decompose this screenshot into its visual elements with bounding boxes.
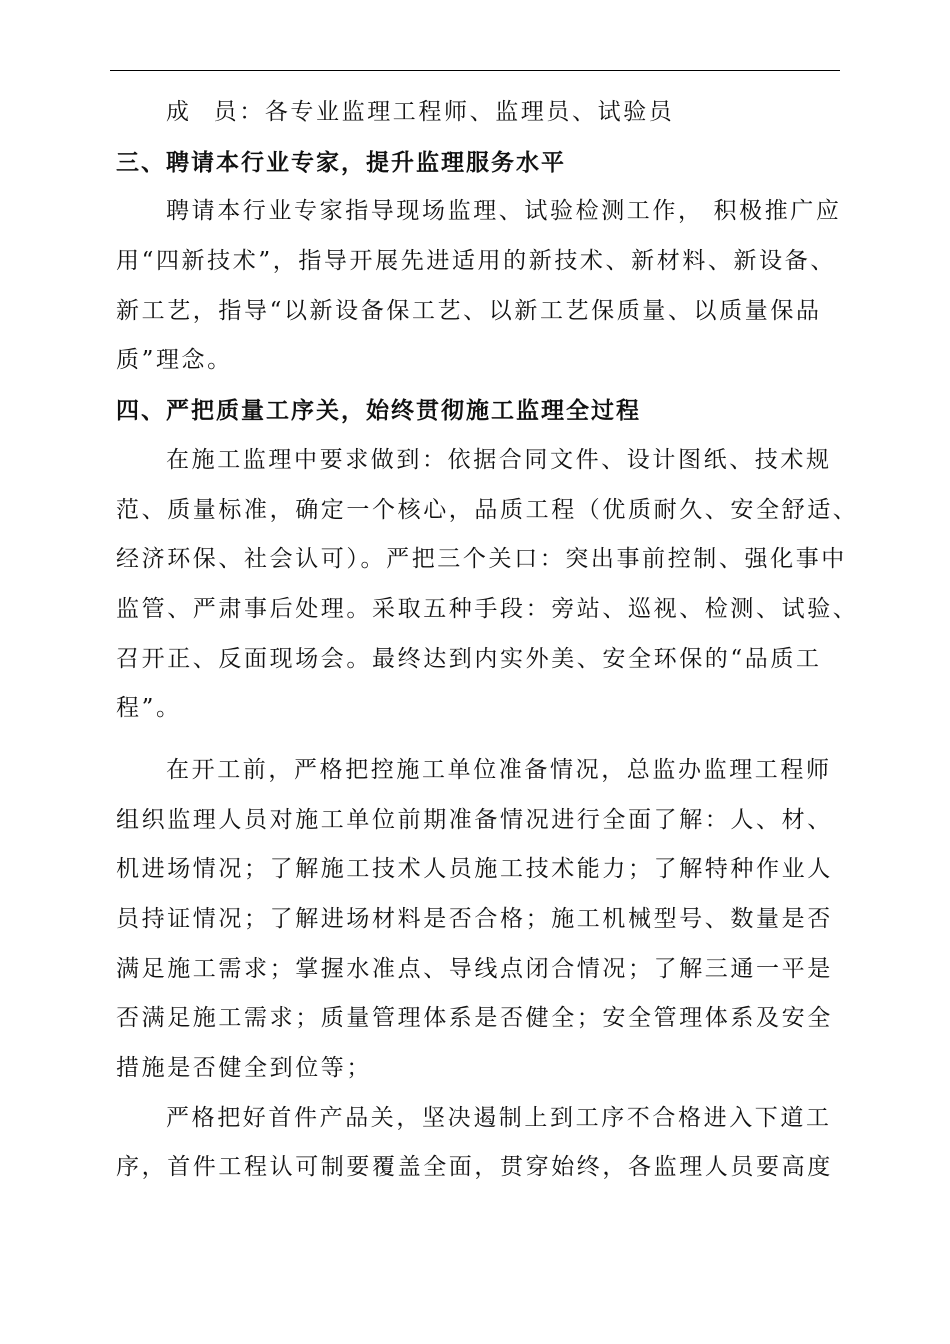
paragraph-line: 召开正、反面现场会。最终达到内实外美、安全环保的“品质工 bbox=[116, 645, 822, 672]
paragraph-line: 监管、严肃事后处理。采取五种手段：旁站、巡视、检测、试验、 bbox=[116, 595, 859, 622]
members-line bbox=[116, 88, 842, 138]
paragraph-gap bbox=[116, 734, 842, 746]
paragraph-line: 组织监理人员对施工单位前期准备情况进行全面了解：人、材、 bbox=[116, 806, 833, 833]
members-label-b: 员： bbox=[213, 99, 265, 125]
paragraph-line: 机进场情况；了解施工技术人员施工技术能力；了解特种作业人 bbox=[116, 856, 833, 883]
paragraph-line: 新工艺，指导“以新设备保工艺、以新工艺保质量、以质量保品 bbox=[116, 297, 822, 324]
document-body bbox=[116, 88, 859, 1193]
paragraph-line: 措施是否健全到位等； bbox=[116, 1055, 372, 1082]
paragraph-line: 严格把好首件产品关，坚决遏制上到工序不合格进入下道工 bbox=[166, 1104, 832, 1131]
section-3-heading: 三、聘请本行业专家，提升监理服务水平 bbox=[116, 148, 566, 176]
section-4-heading: 四、严把质量工序关，始终贯彻施工监理全过程 bbox=[116, 397, 641, 425]
paragraph-line: 在施工监理中要求做到：依据合同文件、设计图纸、技术规 bbox=[166, 446, 832, 473]
members-label-a: 成 bbox=[166, 99, 192, 125]
members-text: 各专业监理工程师、监理员、试验员 bbox=[264, 99, 675, 125]
paragraph-line: 聘请本行业专家指导现场监理、试验检测工作， 积极推广应 bbox=[166, 198, 842, 225]
paragraph-line: 经济环保、社会认可）。严把三个关口：突出事前控制、强化事中 bbox=[116, 546, 847, 573]
paragraph-line: 序，首件工程认可制要覆盖全面，贯穿始终，各监理人员要高度 bbox=[116, 1154, 833, 1181]
paragraph-line: 程”。 bbox=[116, 695, 182, 722]
header-rule bbox=[110, 70, 840, 71]
paragraph-line: 员持证情况；了解进场材料是否合格；施工机械型号、数量是否 bbox=[116, 906, 833, 932]
paragraph-line: 范、质量标准，确定一个核心，品质工程（优质耐久、安全舒适、 bbox=[116, 496, 859, 523]
paragraph-line: 质”理念。 bbox=[116, 347, 233, 374]
paragraph-line: 用“四新技术”，指导开展先进适用的新技术、新材料、新设备、 bbox=[116, 248, 836, 275]
paragraph-line: 满足施工需求；掌握水准点、导线点闭合情况；了解三通一平是 bbox=[116, 955, 833, 982]
paragraph-line: 在开工前，严格把控施工单位准备情况，总监办监理工程师 bbox=[166, 756, 832, 783]
paragraph-line: 否满足施工需求；质量管理体系是否健全；安全管理体系及安全 bbox=[116, 1005, 833, 1032]
